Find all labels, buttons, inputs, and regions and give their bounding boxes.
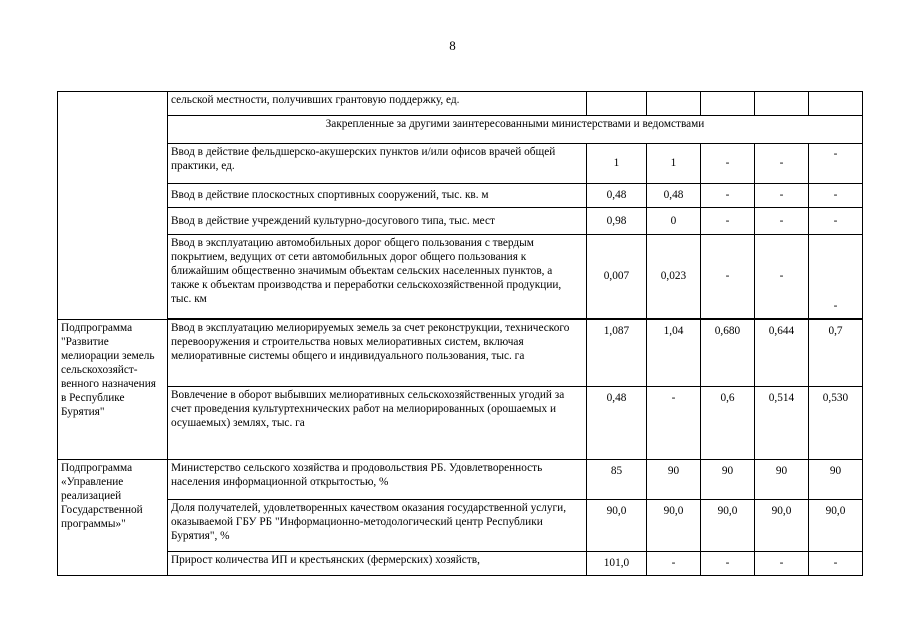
value-cell: 90 bbox=[647, 460, 701, 500]
program-cell-empty bbox=[58, 92, 168, 320]
subprogram-name: Подпрограмма "Развитие мелиорации земель сельскохозяйст-венного назначения в Республике Бурятия" bbox=[58, 320, 168, 460]
value-cell: 90 bbox=[809, 460, 863, 500]
value-cell: 0,644 bbox=[755, 320, 809, 387]
table-row bbox=[58, 500, 863, 552]
value-cell: - bbox=[809, 235, 863, 319]
value-cell: - bbox=[755, 552, 809, 576]
value-cell: 90,0 bbox=[809, 500, 863, 552]
value-cell: - bbox=[809, 208, 863, 235]
value-cell: - bbox=[809, 144, 863, 184]
value-cell: 0,7 bbox=[809, 320, 863, 387]
indicator-text: Ввод в эксплуатацию мелиорируемых земель за счет реконструкции, технического перевооружения и строительства новых мелиоративных систем, включая мелиоративные системы общего и индивидуального пользования, тыс. га bbox=[168, 320, 587, 387]
value-cell: 0,023 bbox=[647, 235, 701, 319]
value-cell: - bbox=[701, 144, 755, 184]
value-cell: 0,514 bbox=[755, 387, 809, 460]
value-cell: - bbox=[701, 552, 755, 576]
value-cell: 0,48 bbox=[647, 184, 701, 208]
indicator-text: Доля получателей, удовлетворенных качеством оказания государственной услуги, оказываемой ГБУ РБ "Информационно-методологический центр Республики Бурятия", % bbox=[168, 500, 587, 552]
subprogram-name: Подпрограмма «Управление реализацией Государственной программы»" bbox=[58, 460, 168, 576]
value-cell: 90 bbox=[755, 460, 809, 500]
indicator-text: Прирост количества ИП и крестьянских (фермерских) хозяйств, bbox=[168, 552, 587, 576]
table-row bbox=[58, 460, 863, 500]
indicator-text: сельской местности, получивших грантовую поддержку, ед. bbox=[168, 92, 587, 116]
value-cell: - bbox=[647, 387, 701, 460]
table-row bbox=[58, 92, 863, 116]
value-cell: 101,0 bbox=[587, 552, 647, 576]
table-row bbox=[58, 387, 863, 460]
value-cell: 1,04 bbox=[647, 320, 701, 387]
value-cell: 90,0 bbox=[587, 500, 647, 552]
value-cell: 0 bbox=[647, 208, 701, 235]
indicator-text: Вовлечение в оборот выбывших мелиоративных сельскохозяйственных угодий за счет проведения культуртехнических работ на мелиорированных (орошаемых и осушаемых) землях, тыс. га bbox=[168, 387, 587, 460]
value-cell: - bbox=[701, 235, 755, 319]
table-row bbox=[58, 235, 863, 319]
value-cell: - bbox=[755, 235, 809, 319]
value-cell: 1 bbox=[647, 144, 701, 184]
value-cell: - bbox=[701, 184, 755, 208]
section-header: Закрепленные за другими заинтересованными министерствами и ведомствами bbox=[168, 116, 863, 144]
value-cell: 90,0 bbox=[701, 500, 755, 552]
indicators-table bbox=[57, 91, 863, 576]
value-cell: - bbox=[755, 208, 809, 235]
value-cell: 1,087 bbox=[587, 320, 647, 387]
value-cell: - bbox=[755, 184, 809, 208]
value-cell: 0,680 bbox=[701, 320, 755, 387]
value-cell: 0,6 bbox=[701, 387, 755, 460]
value-cell: 85 bbox=[587, 460, 647, 500]
value-cell: 0,48 bbox=[587, 184, 647, 208]
indicator-text: Ввод в эксплуатацию автомобильных дорог общего пользования с твердым покрытием, ведущих от сети автомобильных дорог общего пользования к ближайшим общественно значимым объектам сельских населенных пунктов, а также к объектам производства и переработки сельскохозяйственной продукции, тыс. км bbox=[168, 235, 587, 319]
value-cell: - bbox=[701, 208, 755, 235]
section-header-row bbox=[58, 116, 863, 144]
table-row bbox=[58, 208, 863, 235]
value-cell: 0,530 bbox=[809, 387, 863, 460]
value-cell: 0,48 bbox=[587, 387, 647, 460]
value-cell: 0,007 bbox=[587, 235, 647, 319]
value-cell: - bbox=[647, 552, 701, 576]
table-row bbox=[58, 320, 863, 387]
value-cell: - bbox=[809, 184, 863, 208]
indicator-text: Ввод в действие плоскостных спортивных сооружений, тыс. кв. м bbox=[168, 184, 587, 208]
value-cell: 0,98 bbox=[587, 208, 647, 235]
value-cell: 90 bbox=[701, 460, 755, 500]
table-row bbox=[58, 184, 863, 208]
indicator-text: Министерство сельского хозяйства и продовольствия РБ. Удовлетворенность населения информационной открытостью, % bbox=[168, 460, 587, 500]
table-row bbox=[58, 552, 863, 576]
indicator-text: Ввод в действие учреждений культурно-досугового типа, тыс. мест bbox=[168, 208, 587, 235]
value-cell: 90,0 bbox=[755, 500, 809, 552]
table-row bbox=[58, 144, 863, 184]
indicator-text: Ввод в действие фельдшерско-акушерских пунктов и/или офисов врачей общей практики, ед. bbox=[168, 144, 587, 184]
page-number: 8 bbox=[449, 38, 456, 53]
value-cell: 90,0 bbox=[647, 500, 701, 552]
value-cell: - bbox=[755, 144, 809, 184]
value-cell: 1 bbox=[587, 144, 647, 184]
value-cell: - bbox=[809, 552, 863, 576]
